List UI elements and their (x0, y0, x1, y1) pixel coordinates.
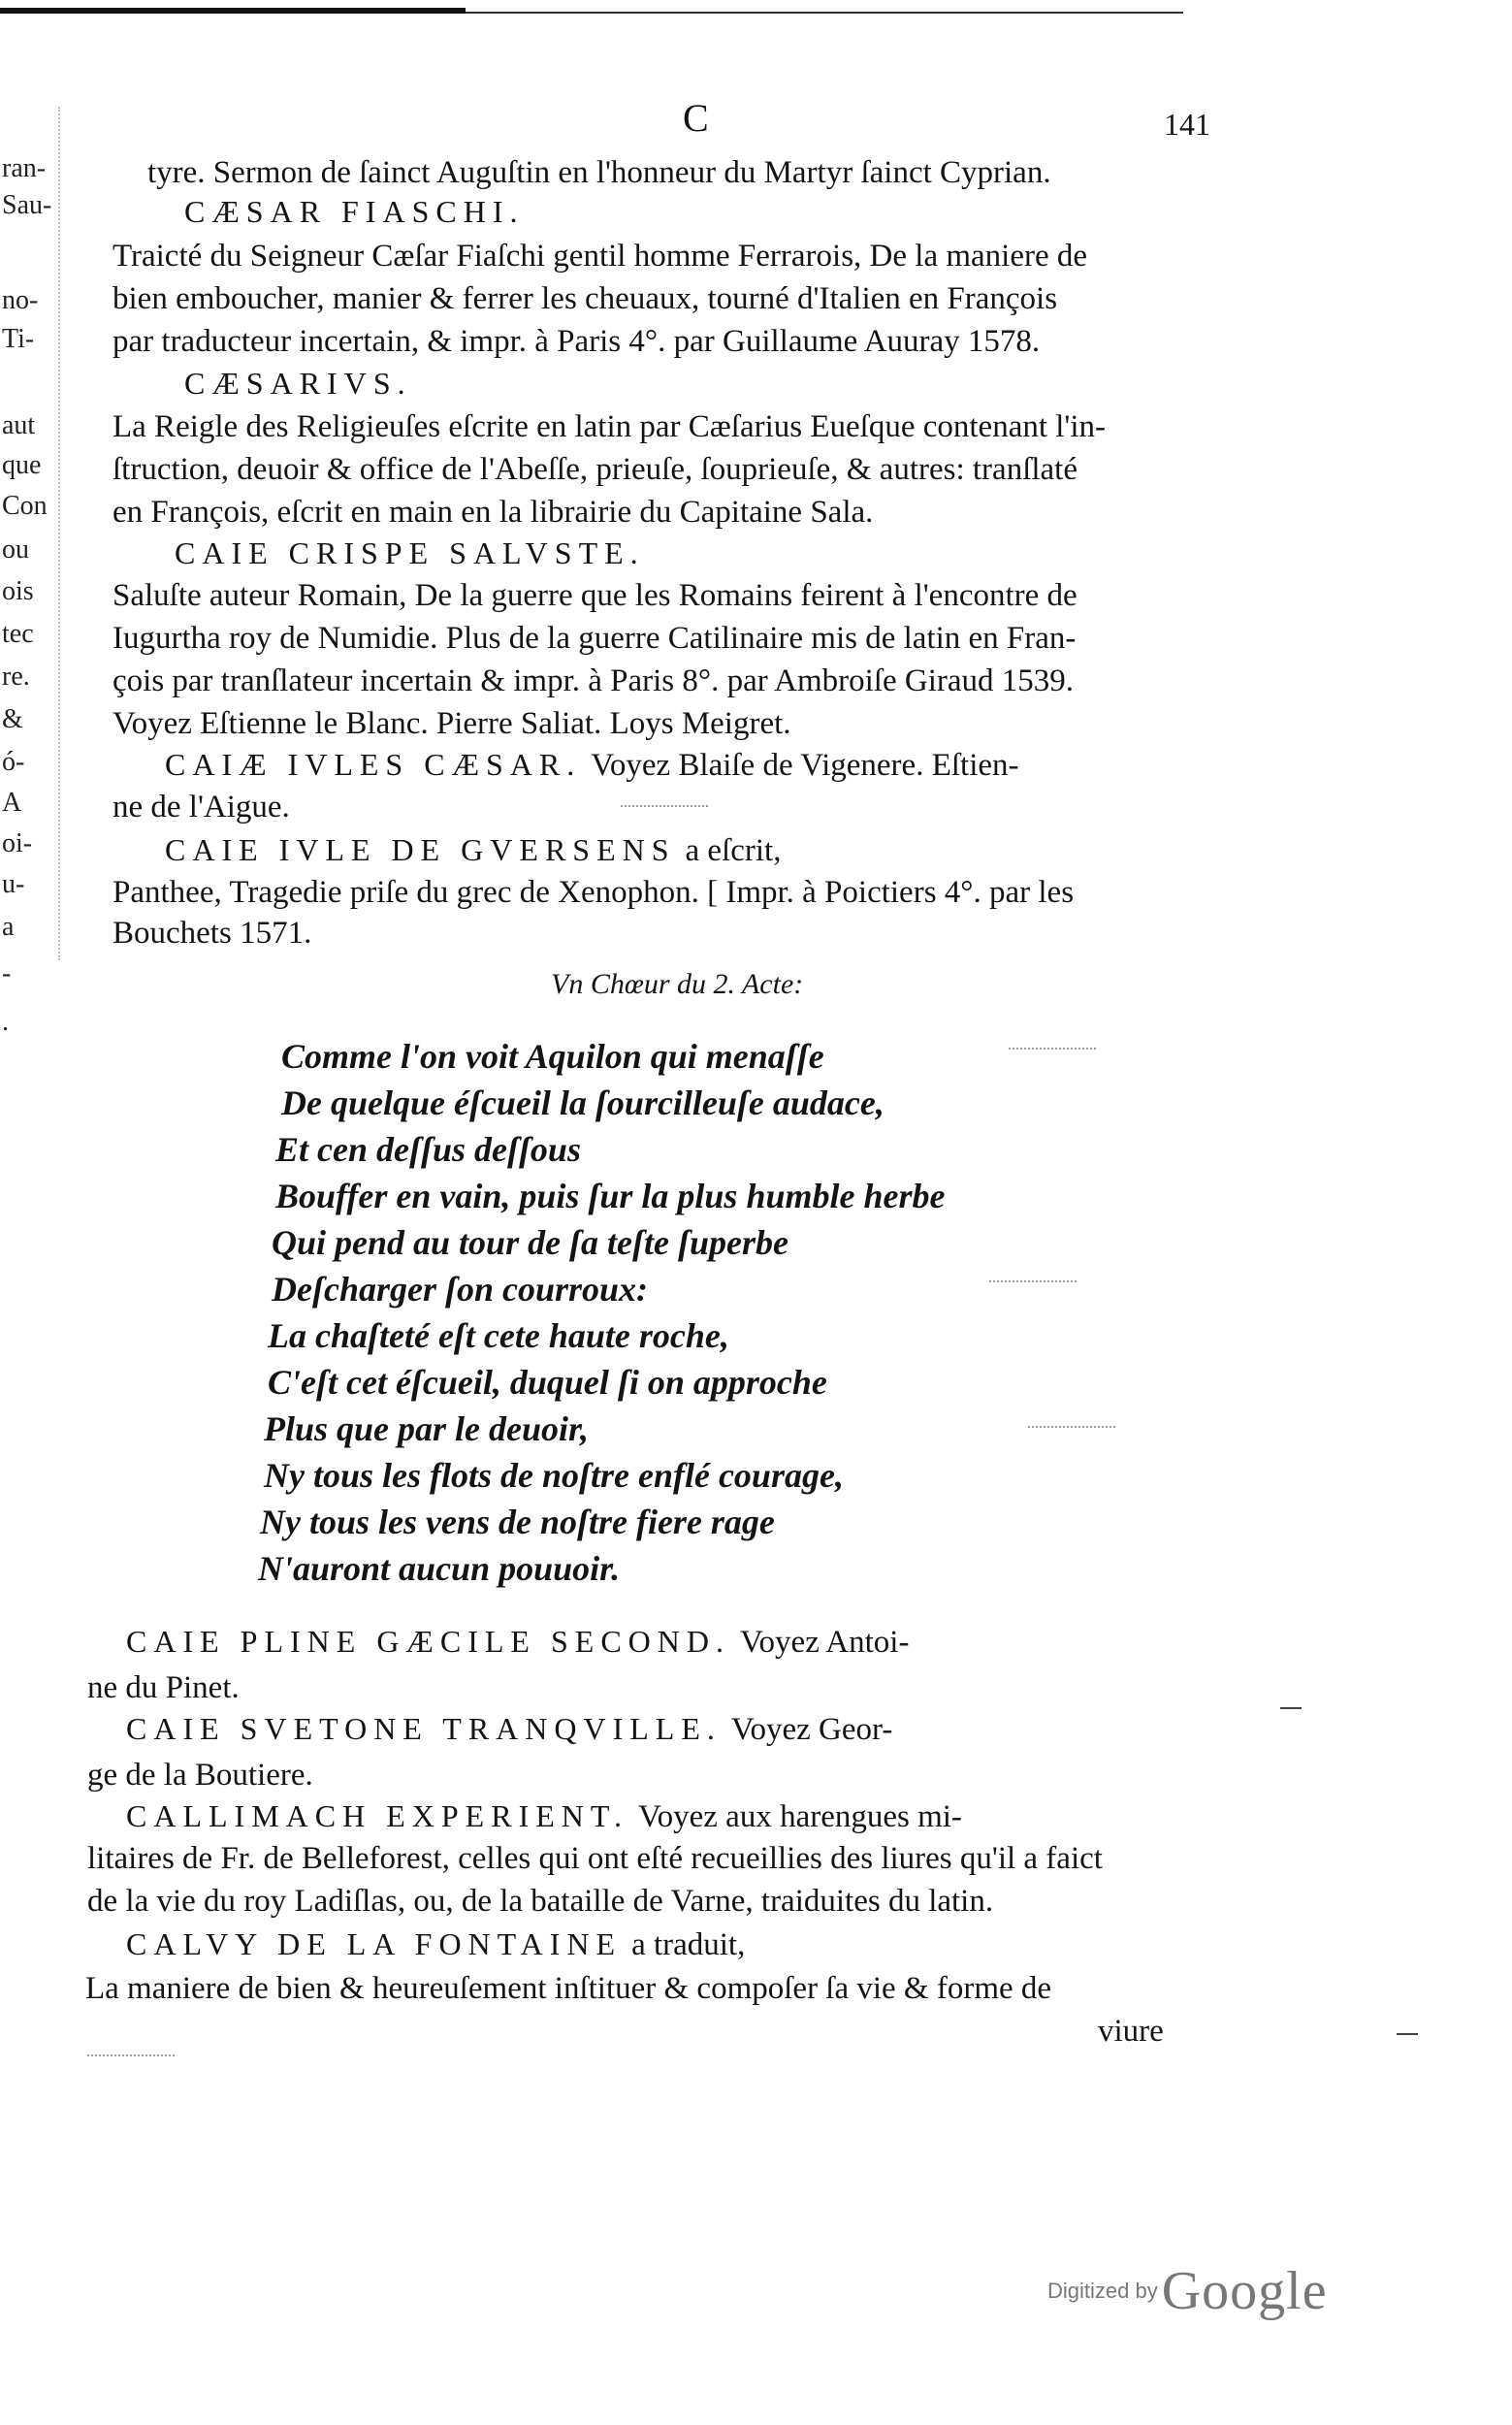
digitized-by-google-watermark (1047, 2260, 1328, 2322)
margin-fragment: re. (2, 662, 30, 692)
entry-line: La maniere de bien & heureuſement inſtituer & compoſer ſa vie & forme de (85, 1971, 1052, 2006)
margin-fragment: A (2, 788, 22, 818)
poem-line: La chaſteté eſt cete haute roche, (268, 1316, 729, 1355)
entry-line: Panthee, Tragedie priſe du grec de Xenophon. [ Impr. à Poictiers 4°. par les (113, 875, 1075, 910)
margin-fragment: tec (2, 619, 34, 649)
entry-line: Traicté du Seigneur Cæſar Fiaſchi gentil homme Ferrarois, De la maniere de (113, 239, 1088, 274)
poem-line: Ny tous les vens de noſtre fiere rage (260, 1503, 775, 1541)
entry-line: Saluſte auteur Romain, De la guerre que les Romains feirent à l'encontre de (113, 578, 1078, 613)
show-through-marks (1009, 1048, 1096, 1051)
entry-heading: CALVY DE LA FONTAINE (126, 1926, 623, 1961)
margin-fragment: - (2, 958, 12, 988)
entry-line: ſtruction, deuoir & office de l'Abeſſe, prieuſe, ſouprieuſe, & autres: tranſlaté (113, 452, 1078, 487)
top-rule-thick (0, 8, 466, 14)
margin-fragment: aut (2, 410, 36, 440)
entry-line: de la vie du roy Ladiſlas, ou, de la bataille de Varne, traiduites du latin. (87, 1884, 994, 1919)
entry-line-with-heading (165, 830, 781, 870)
margin-fragment: a (2, 912, 15, 942)
entry-heading: CÆSAR FIASCHI. (184, 194, 525, 229)
entry-heading: CALLIMACH EXPERIENT. (126, 1798, 629, 1833)
margin-fragment: que (2, 450, 42, 480)
poem-line: Et cen deſſus deſſous (275, 1130, 581, 1169)
entry-line: en François, eſcrit en main en la librairie du Capitaine Sala. (113, 495, 874, 530)
margin-fragment: Ti- (2, 324, 35, 354)
entry-line: Bouchets 1571. (113, 916, 312, 951)
entry-line: ne de l'Aigue. (113, 790, 290, 824)
poem-line: Plus que par le deuoir, (264, 1409, 590, 1448)
margin-fragment: ran- (2, 153, 47, 183)
entry-text: Voyez Antoi- (739, 1625, 910, 1660)
page-number: 141 (1164, 107, 1210, 142)
entry-heading: CAIE SVETONE TRANQVILLE. (126, 1711, 722, 1746)
entry-line-with-heading (165, 745, 1019, 785)
watermark-prefix: Digitized by (1047, 2279, 1158, 2303)
entry-text: Voyez Blaiſe de Vigenere. Eſtien- (591, 748, 1019, 783)
entry-text: Voyez Geor- (730, 1712, 893, 1747)
margin-fragment: no- (2, 285, 39, 315)
poem-line: Ny tous les flots de noſtre enflé courage, (264, 1456, 844, 1495)
poem-line: De quelque éſcueil la ſourcilleuſe audace, (281, 1083, 885, 1122)
margin-fragment: ois (2, 576, 34, 606)
entry-line-with-heading (126, 1796, 962, 1836)
top-border-rule (0, 6, 1193, 16)
gutter-shadow (58, 107, 61, 960)
entry-heading: CÆSARIVS. (184, 366, 412, 401)
poem-line: C'eſt cet éſcueil, duquel ſi on approche (268, 1363, 827, 1402)
show-through-marks (87, 2054, 175, 2058)
poem-line: Comme l'on voit Aquilon qui menaſſe (281, 1037, 824, 1076)
entry-heading: CAIE PLINE GÆCILE SECOND. (126, 1624, 730, 1659)
margin-fragment: Con (2, 491, 48, 521)
entry-line: çois par tranſlateur incertain & impr. à Paris 8°. par Ambroiſe Giraud 1539. (113, 663, 1075, 698)
margin-fragment: u- (2, 869, 25, 899)
margin-mark (1280, 1707, 1302, 1709)
entry-text: Voyez aux harengues mi- (638, 1799, 962, 1834)
entry-line-with-heading (126, 1924, 745, 1964)
margin-fragment: ó- (2, 747, 25, 777)
margin-fragment: Sau- (2, 190, 52, 220)
margin-fragment: & (2, 704, 23, 734)
entry-line: La Reigle des Religieuſes eſcrite en latin par Cæſarius Eueſque contenant l'in- (113, 409, 1107, 444)
margin-fragment: ou (2, 534, 29, 565)
margin-mark (1397, 2033, 1418, 2035)
entry-line: Voyez Eſtienne le Blanc. Pierre Saliat. Loys Meigret. (113, 706, 791, 741)
entry-line: bien emboucher, manier & ferrer les cheuaux, tourné d'Italien en François (113, 281, 1058, 316)
entry-text: a eſcrit, (685, 833, 782, 868)
entry-heading: CAIÆ IVLES CÆSAR. (165, 747, 582, 782)
entry-line: litaires de Fr. de Belleforest, celles qui ont eſté recueillies des liures qu'il a faict (87, 1841, 1103, 1876)
entry-line-with-heading (126, 1709, 892, 1749)
entry-line: ge de la Boutiere. (87, 1758, 313, 1793)
entry-line-with-heading (126, 1622, 909, 1662)
entry-line: ne du Pinet. (87, 1670, 240, 1705)
entry-line: Iugurtha roy de Numidie. Plus de la guerre Catilinaire mis de latin en Fran- (113, 621, 1077, 656)
margin-fragment: oi- (2, 828, 33, 858)
show-through-marks (621, 805, 708, 809)
entry-line: tyre. Sermon de ſainct Auguſtin en l'honneur du Martyr ſainct Cyprian. (147, 155, 1051, 190)
poem-line: Bouffer en vain, puis ſur la plus humble herbe (275, 1177, 946, 1215)
poem-line: Deſcharger ſon courroux: (272, 1270, 649, 1309)
margin-fragment: . (2, 1007, 9, 1037)
show-through-marks (989, 1280, 1077, 1284)
watermark-brand: Google (1161, 2261, 1328, 2321)
show-through-marks (1028, 1426, 1115, 1430)
entry-heading: CAIE CRISPE SALVSTE. (175, 535, 645, 570)
top-rule-thin (466, 12, 1183, 14)
entry-text: a traduit, (631, 1927, 746, 1962)
entry-line: par traducteur incertain, & impr. à Paris 4°. par Guillaume Auuray 1578. (113, 324, 1041, 359)
catchword: viure (1098, 2014, 1164, 2049)
entry-heading: CAIE IVLE DE GVERSENS (165, 832, 676, 867)
poem-line: Qui pend au tour de ſa teſte ſuperbe (272, 1223, 788, 1262)
poem-title: Vn Chœur du 2. Acte: (551, 968, 804, 1000)
running-head-letter: C (683, 96, 709, 140)
poem-line: N'auront aucun pouuoir. (258, 1549, 621, 1588)
